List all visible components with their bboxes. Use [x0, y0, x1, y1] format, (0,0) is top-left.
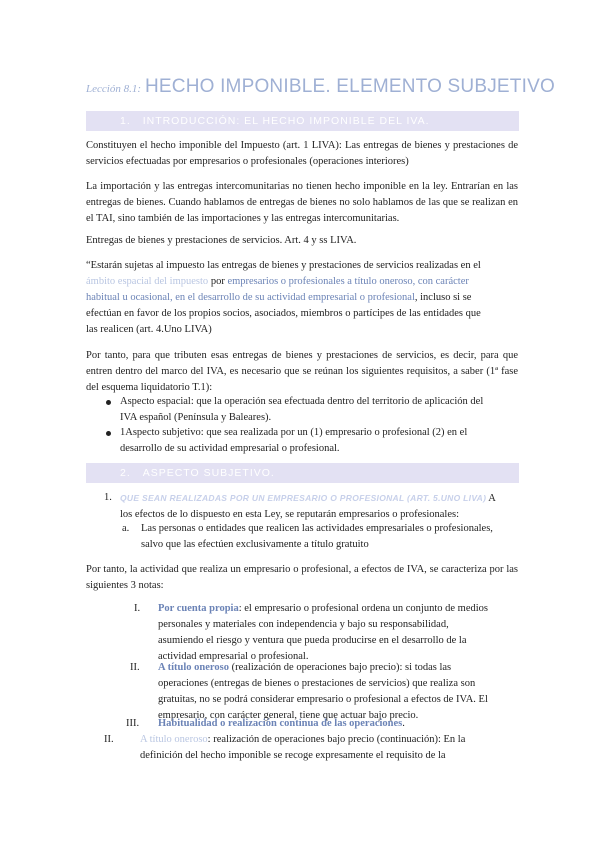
- list-item: Las personas o entidades que realicen las actividades empresariales o profesionales, salvo que las efectúen exclusivamente a título gratuito: [141, 523, 493, 550]
- list-item: Por cuenta propia: el empresario o profesional ordena un conjunto de medios personales y materiales con independencia y bajo su responsabilidad, asumiendo el riesgo y ventura que pueda producirse en el desarrollo de la actividad empresarial o profesional.: [158, 603, 489, 662]
- section-number: 2.: [120, 467, 131, 479]
- list-item: A título oneroso: realización de operaciones bajo precio (continuación): En la definición del hecho imponible se recoge expresamente el requisito de la: [140, 734, 466, 761]
- note-heading: A título oneroso: [158, 662, 229, 673]
- section-number: 1.: [120, 115, 131, 127]
- list-item: A título oneroso (realización de operaciones bajo precio): si todas las operaciones (entregas de bienes o prestaciones de servicios) que realiza son gratuitas, no se podrá considerar empresario o profesional a efectos de IVA. El empresario, con carácter general, tiene que actuar bajo precio.: [158, 662, 488, 721]
- paragraph-entregas: Entregas de bienes y prestaciones de servicios. Art. 4 y ss LIVA.: [86, 235, 357, 246]
- note-heading: Por cuenta propia: [158, 603, 239, 614]
- paragraph-importacion: La importación y las entregas intercomunitarias no tienen hecho imponible en la ley. Entrarían en las entregas de bienes. Cuando hablamos de entregas de bienes no solo hablamos de las que se realizan en el TAI, sino también de las importaciones y las entregas intercomunitarias.: [86, 181, 518, 224]
- lesson-heading: HECHO IMPONIBLE. ELEMENTO SUBJETIVO: [144, 76, 555, 97]
- paragraph-notas: Por tanto, la actividad que realiza un empresario o profesional, a efectos de IVA, se caracteriza por las siguientes 3 notas:: [86, 564, 518, 591]
- list-number: II.: [104, 734, 114, 745]
- paragraph-quote-art4: “Estarán sujetas al impuesto las entregas de bienes y prestaciones de servicios realizadas en el ámbito espacial del impuesto por empresarios o profesionales a título oneroso, con carácter habitual u ocasional, en el desarrollo de su actividad empresarial o profesional, incluso si se efectúan en favor de los propios socios, asociados, miembros o partícipes de las entidades que las realicen (art. 4.Uno LIVA): [86, 260, 481, 335]
- list-number: II.: [130, 662, 140, 673]
- faint-text: A título oneroso: [140, 734, 208, 745]
- list-item: Aspecto espacial: que la operación sea efectuada dentro del territorio de aplicación del IVA español (Península y Baleares).: [120, 394, 520, 426]
- section-title: INTRODUCCIÓN: EL HECHO IMPONIBLE DEL IVA.: [142, 115, 430, 127]
- list-number: III.: [126, 718, 140, 729]
- list-number: 1.: [104, 492, 112, 503]
- list-letter: a.: [122, 523, 130, 534]
- lesson-title: [86, 76, 555, 98]
- bullet-icon: [106, 431, 111, 436]
- list-item: QUE SEAN REALIZADAS POR UN EMPRESARIO O PROFESIONAL (ART. 5.UNO LIVA) A los efectos de lo dispuesto en esta Ley, se reputarán empresarios o profesionales:: [120, 493, 496, 520]
- item-heading: QUE SEAN REALIZADAS POR UN EMPRESARIO O PROFESIONAL (ART. 5.UNO LIVA): [120, 493, 487, 503]
- paragraph-requisitos: Por tanto, para que tributen esas entregas de bienes y prestaciones de servicios, es decir, para que entren dentro del marco del IVA, es necesario que se reúnan los siguientes requisitos, a saber (1ª fase del esquema liquidatorio T.1):: [86, 350, 518, 393]
- section-header-introduccion: [86, 111, 519, 131]
- list-number: I.: [134, 603, 141, 614]
- lesson-number: Lección 8.1:: [86, 83, 141, 95]
- paragraph-hecho-imponible: Constituyen el hecho imponible del Impuesto (art. 1 LIVA): Las entregas de bienes y prestaciones de servicios efectuadas por empresarios o profesionales (operaciones interiores): [86, 140, 518, 167]
- list-item: Habitualidad o realización continua de las operaciones.: [158, 718, 405, 729]
- list-item: 1Aspecto subjetivo: que sea realizada por un (1) empresario o profesional (2) en el desarrollo de su actividad empresarial o profesional.: [120, 425, 520, 457]
- section-header-aspecto-subjetivo: [86, 463, 519, 483]
- section-title: ASPECTO SUBJETIVO.: [142, 467, 275, 479]
- highlight-text: habitual u ocasional, en el desarrollo de su actividad empresarial o profesional: [86, 292, 415, 303]
- note-heading: Habitualidad o realización continua de las operaciones: [158, 718, 403, 729]
- bullet-icon: [106, 400, 111, 405]
- highlight-text: empresarios o profesionales a título oneroso, con carácter: [227, 276, 469, 287]
- faint-text: ámbito espacial del impuesto: [86, 276, 211, 287]
